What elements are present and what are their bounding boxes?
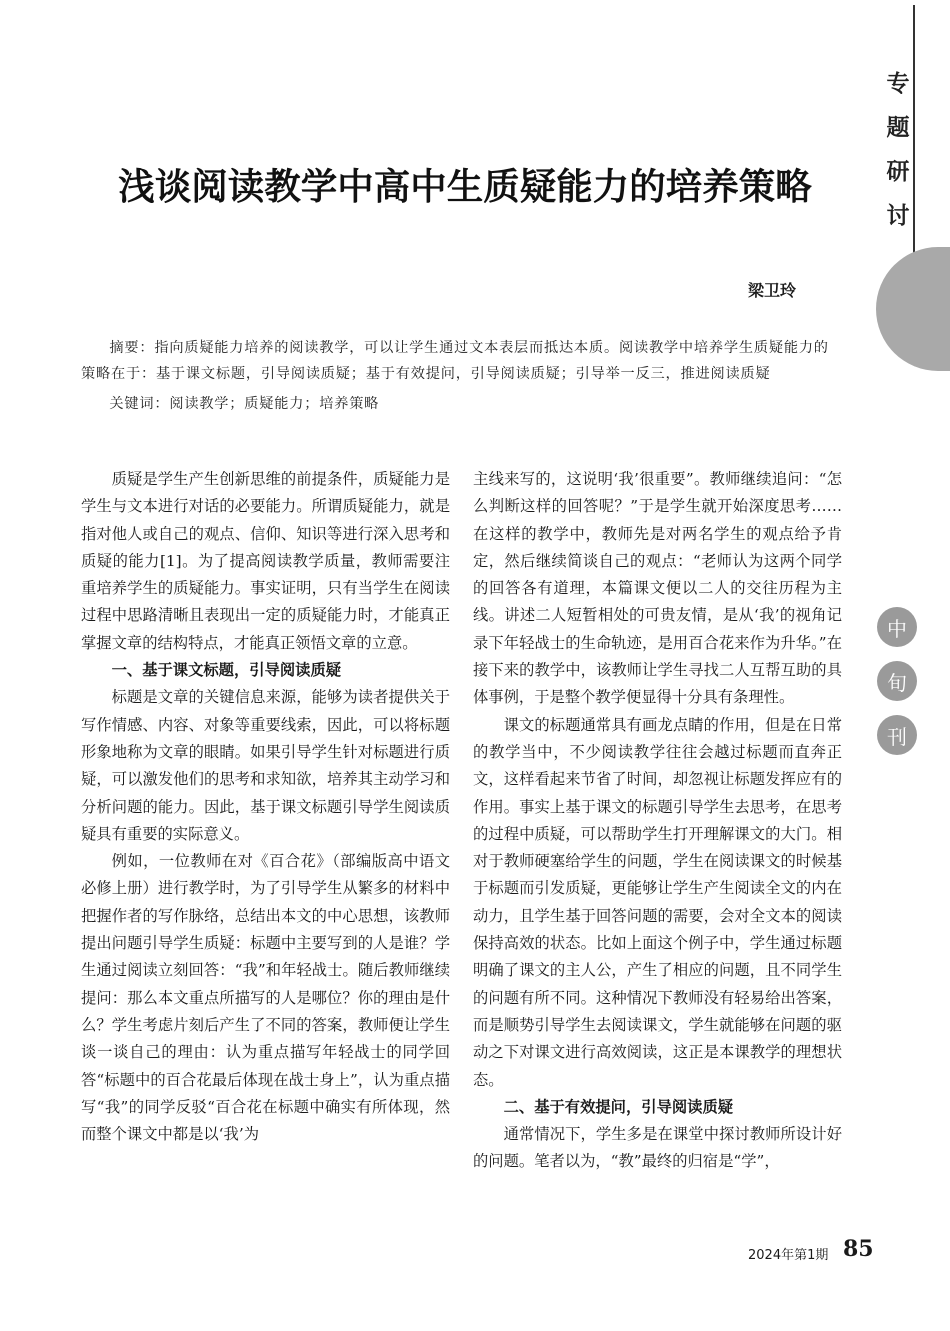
abstract: 摘要：指向质疑能力培养的阅读教学，可以让学生通过文本表层而抵达本质。阅读教学中培养学生质疑能力的策略在于：基于课文标题，引导阅读质疑；基于有效提问，引导阅读质疑；引导举一反三，推进阅读质疑 (81, 340, 829, 382)
keywords: 关键词：阅读教学；质疑能力；培养策略 (109, 396, 380, 412)
right-column (473, 466, 842, 1176)
left-column (81, 466, 450, 1148)
journal-tag-char: 旬 (877, 661, 917, 701)
paragraph: 主线来写的，这说明‘我’很重要”。教师继续追问：“怎么判断这样的回答呢？”于是学生就开始深度思考……在这样的教学中，教师先是对两名学生的观点给予肯定，然后继续简谈自己的观点：“老师认为这两个同学的回答各有道理，本篇课文便以二人的交往历程为主线。讲述二人短暂相处的可贵友情，是从‘我’的视角记录下年轻战士的生命轨迹，是用百合花来作为升华。”在接下来的教学中，该教师让学生寻找二人互帮互助的具体事例，于是整个教学便显得十分具有条理性。 (473, 470, 842, 707)
journal-tag-char: 刊 (877, 715, 917, 755)
paragraph: 通常情况下，学生多是在课堂中探讨教师所设计好的问题。笔者以为，“教”最终的归宿是“学”， (473, 1125, 842, 1171)
journal-tag (877, 607, 921, 769)
section-heading: 二、基于有效提问，引导阅读质疑 (503, 1097, 734, 1116)
article-title: 浅谈阅读教学中高中生质疑能力的培养策略 (118, 165, 812, 208)
section-tag (878, 62, 918, 238)
section-tag-char: 题 (886, 115, 910, 141)
journal-tag-char: 中 (877, 607, 917, 647)
abstract-block (81, 335, 841, 417)
paragraph: 课文的标题通常具有画龙点睛的作用，但是在日常的教学当中，不少阅读教学往往会越过标题而直奔正文，这样看起来节省了时间，却忽视让标题发挥应有的作用。事实上基于课文的标题引导学生去思考，在思考的过程中质疑，可以帮助学生打开理解课文的大门。相对于教师硬塞给学生的问题，学生在阅读课文的时候基于标题而引发质疑，更能够让学生产生阅读全文的内在动力，且学生基于回答问题的需要，会对全文本的阅读保持高效的状态。比如上面这个例子中，学生通过标题明确了课文的主人公，产生了相应的问题，且不同学生的问题有所不同。这种情况下教师没有轻易给出答案，而是顺势引导学生去阅读课文，学生就能够在问题的驱动之下对课文进行高效阅读，这正是本课教学的理想状态。 (473, 715, 842, 1089)
decorative-half-circle (876, 247, 950, 371)
page-number: 85 (843, 1236, 874, 1262)
paragraph: 例如，一位教师在对《百合花》（部编版高中语文必修上册）进行教学时，为了引导学生从繁多的材料中把握作者的写作脉络，总结出本文的中心思想，该教师提出问题引导学生质疑：标题中主要写到的人是谁？学生通过阅读立刻回答：“我”和年轻战士。随后教师继续提问：那么本文重点所描写的人是哪位？你的理由是什么？学生考虑片刻后产生了不同的答案，教师便让学生谈一谈自己的理由：认为重点描写年轻战士的同学回答“标题中的百合花最后体现在战士身上”，认为重点描写“我”的同学反驳“百合花在标题中确实有所体现，然而整个课文中都是以‘我’为 (81, 852, 450, 1144)
section-heading: 一、基于课文标题，引导阅读质疑 (111, 661, 342, 680)
section-tag-char: 研 (886, 159, 910, 185)
paragraph: 标题是文章的关键信息来源，能够为读者提供关于写作情感、内容、对象等重要线索，因此，可以将标题形象地称为文章的眼睛。如果引导学生针对标题进行质疑，可以激发他们的思考和求知欲，培养其主动学习和分析问题的能力。因此，基于课文标题引导学生阅读质疑具有重要的实际意义。 (81, 688, 450, 843)
section-tag-char: 专 (886, 71, 910, 97)
author: 梁卫玲 (748, 281, 797, 300)
issue-label: 2024年第1期 (748, 1248, 829, 1263)
section-tag-char: 讨 (886, 203, 910, 229)
paragraph: 质疑是学生产生创新思维的前提条件，质疑能力是学生与文本进行对话的必要能力。所谓质疑能力，就是指对他人或自己的观点、信仰、知识等进行深入思考和质疑的能力[1]。为了提高阅读教学质量，教师需要注重培养学生的质疑能力。事实证明，只有当学生在阅读过程中思路清晰且表现出一定的质疑能力时，才能真正掌握文章的结构特点，才能真正领悟文章的立意。 (81, 470, 450, 652)
